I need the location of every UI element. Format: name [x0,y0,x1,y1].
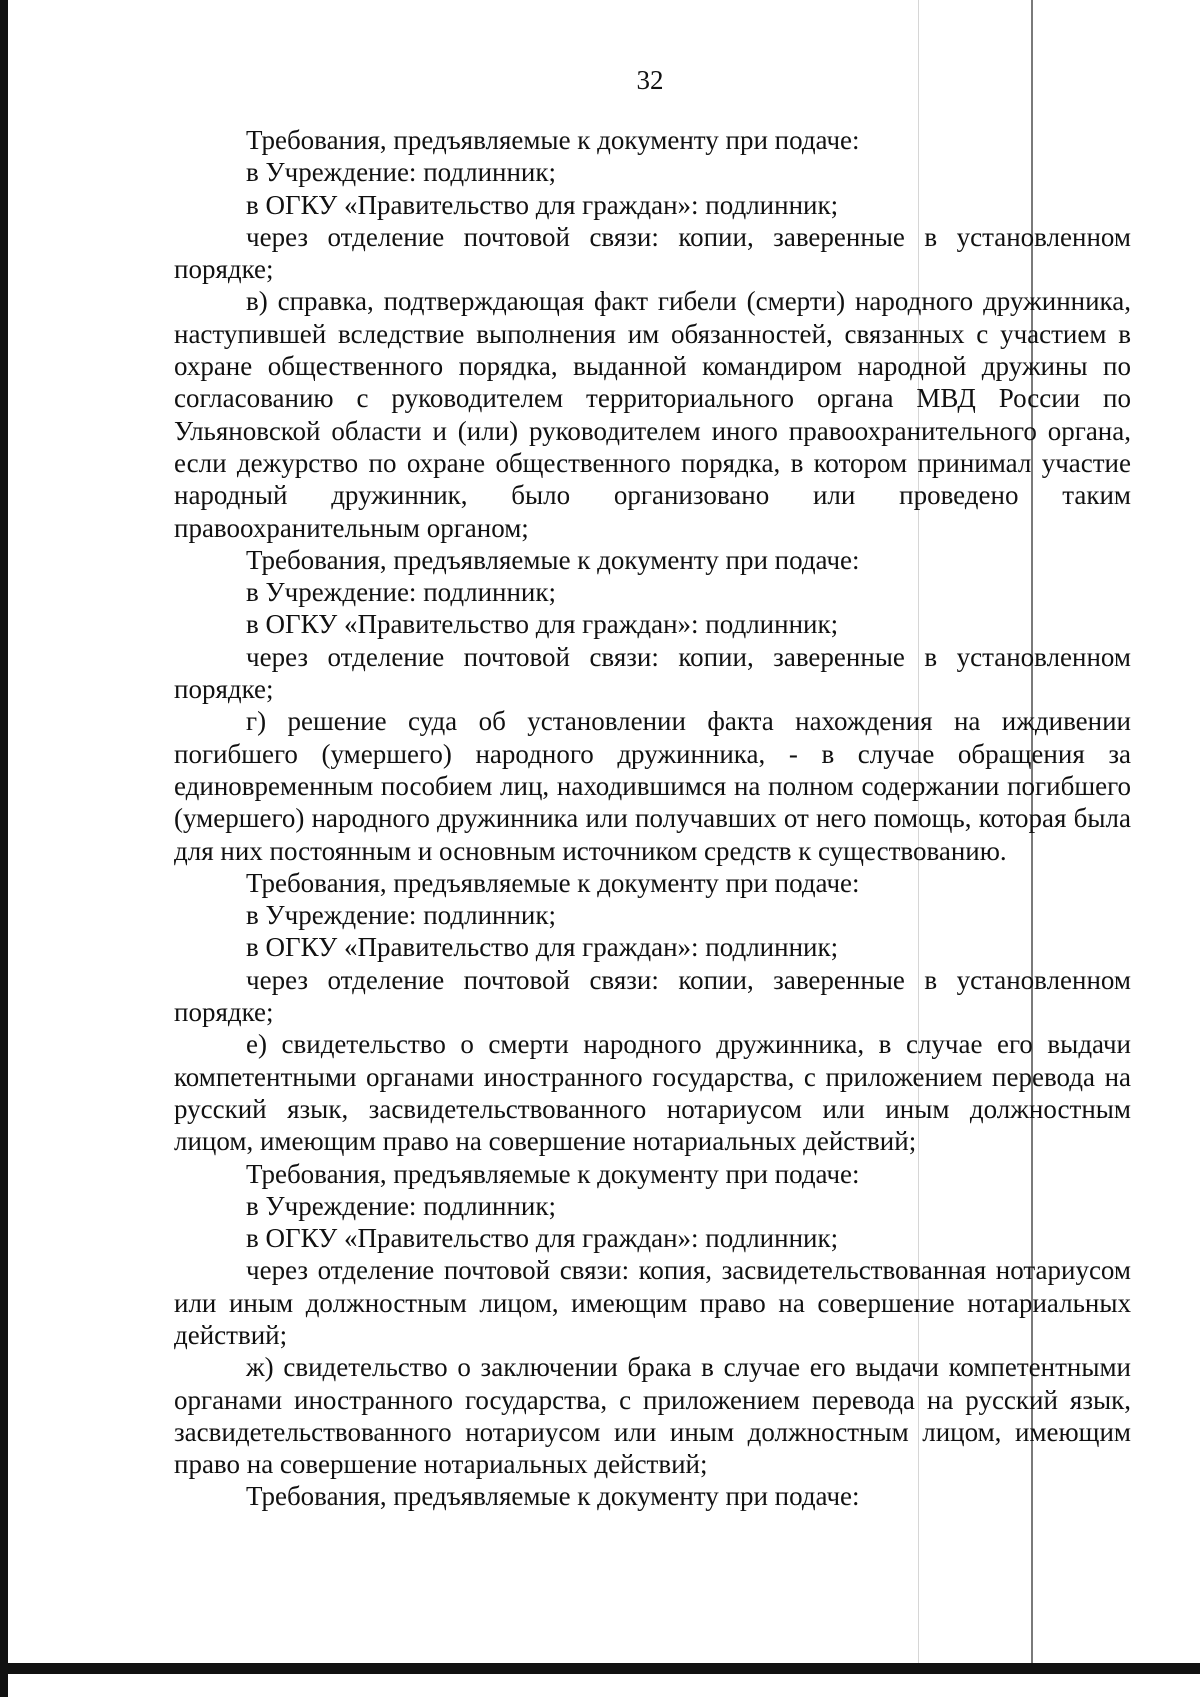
paragraph-institution-2: в Учреждение: подлинник; [246,577,556,608]
paragraph-post-2: через отделение почтовой связи: копии, заверенные в установленном порядке; [174,641,1131,705]
paragraph-post-1: через отделение почтовой связи: копии, заверенные в установленном порядке; [174,221,1131,285]
paragraph-ogku-3: в ОГКУ «Правительство для граждан»: подлинник; [246,932,839,963]
paragraph-institution-3: в Учреждение: подлинник; [246,900,556,931]
paragraph-item-g: г) решение суда об установлении факта нахождения на иждивении погибшего (умершего) народного дружинника, - в случае обращения за единовременным пособием лиц, находившимся на полном содержании погибшего (умершего) народного дружинника или получавших от него помощь, которая была для них постоянным и основным источником средств к существованию. [174,706,1131,866]
paragraph-item-zh: ж) свидетельство о заключении брака в случае его выдачи компетентными органами иностранного государства, с приложением перевода на русский язык, засвидетельствованного нотариусом или иным должностным лицом, имеющим право на совершение нотариальных действий; [174,1352,1131,1480]
paragraph-requirements-1: Требования, предъявляемые к документу при подаче: [246,125,860,155]
paragraph-requirements-3: Требования, предъявляемые к документу при подаче: [246,867,860,898]
paragraph-post-4: через отделение почтовой связи: копия, засвидетельствованная нотариусом или иным должностным лицом, имеющим право на совершение нотариальных действий; [174,1255,1131,1350]
paragraph-ogku-4: в ОГКУ «Правительство для граждан»: подлинник; [246,1223,839,1254]
paragraph-ogku-1: в ОГКУ «Правительство для граждан»: подлинник; [246,189,839,220]
paragraph-ogku-2: в ОГКУ «Правительство для граждан»: подлинник; [246,609,839,640]
paragraph-requirements-2: Требования, предъявляемые к документу при подаче: [246,544,860,575]
document-body [174,124,1131,1513]
paragraph-requirements-4: Требования, предъявляемые к документу при подаче: [246,1158,860,1189]
page-number: 32 [636,65,664,95]
scan-left-edge [0,0,8,1697]
scan-bottom-edge [0,1663,1200,1674]
paragraph-institution-1: в Учреждение: подлинник; [246,157,556,188]
paragraph-institution-4: в Учреждение: подлинник; [246,1190,556,1221]
paragraph-requirements-5: Требования, предъявляемые к документу при подаче: [246,1481,860,1512]
paragraph-item-v: в) справка, подтверждающая факт гибели (смерти) народного дружинника, наступившей вследствие выполнения им обязанностей, связанных с участием в охране общественного порядка, выданной командиром народной дружины по согласованию с руководителем территориального органа МВД России по Ульяновской области и (или) руководителем иного правоохранительного органа, если дежурство по охране общественного порядка, в котором принимал участие народный дружинник, было организовано или проведено таким правоохранительным органом; [174,286,1131,543]
paragraph-post-3: через отделение почтовой связи: копии, заверенные в установленном порядке; [174,964,1131,1028]
paragraph-item-e: е) свидетельство о смерти народного дружинника, в случае его выдачи компетентными органами иностранного государства, с приложением перевода на русский язык, засвидетельствованного нотариусом или иным должностным лицом, имеющим право на совершение нотариальных действий; [174,1029,1131,1157]
